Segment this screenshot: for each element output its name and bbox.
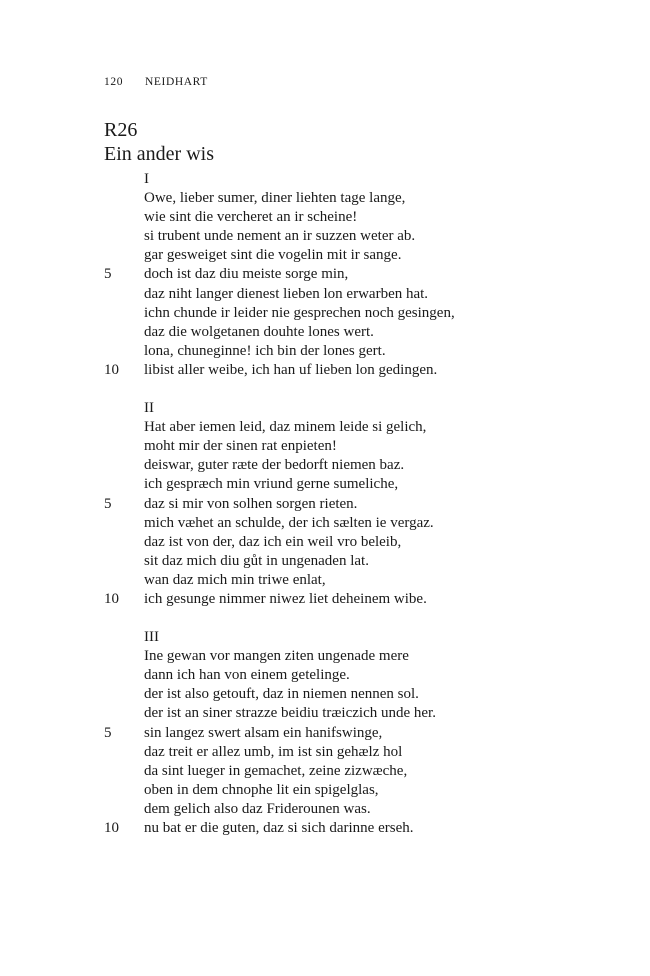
line-number: 10 <box>104 590 119 607</box>
verse-text: da sint lueger in gemachet, zeine zizwæche, <box>144 762 408 779</box>
poem-title: Ein ander wis <box>104 143 214 165</box>
verse-text: wan daz mich min triwe enlat, <box>144 571 326 588</box>
stanza-numeral-text: II <box>144 400 154 417</box>
verse-text: sin langez swert alsam ein hanifswinge, <box>144 724 383 741</box>
verse-text: Hat aber iemen leid, daz minem leide si gelich, <box>144 419 427 436</box>
verse-line <box>0 685 650 704</box>
verse-line <box>0 514 650 533</box>
line-number: 10 <box>104 361 119 378</box>
verse-text: ich gesunge nimmer niwez liet deheinem wibe. <box>144 590 427 607</box>
verse-line <box>0 819 650 838</box>
verse-line <box>0 246 650 265</box>
verse-line <box>0 208 650 227</box>
verse-line <box>0 533 650 552</box>
verse-text: oben in dem chnophe lit ein spigelglas, <box>144 781 379 798</box>
verse-line <box>0 704 650 723</box>
verse-line <box>0 552 650 571</box>
verse-text: daz si mir von solhen sorgen rieten. <box>144 495 358 512</box>
verse-text: der ist an siner strazze beidiu træiczich unde her. <box>144 705 436 722</box>
verse-text: wie sint die vercheret an ir scheine! <box>144 209 358 226</box>
verse-text: ich gespræch min vriund gerne sumeliche, <box>144 476 399 493</box>
verse-line <box>0 285 650 304</box>
stanza-2 <box>0 399 650 609</box>
line-number: 5 <box>104 724 112 741</box>
verse-line <box>0 743 650 762</box>
verse-line <box>0 590 650 609</box>
verse-line <box>0 475 650 494</box>
verse-text: mich væhet an schulde, der ich sælten ie vergaz. <box>144 514 434 531</box>
verse-line <box>0 189 650 208</box>
verse-text: nu bat er die guten, daz si sich darinne erseh. <box>144 820 414 836</box>
verse-text: sit daz mich diu gůt in ungenaden lat. <box>144 552 369 569</box>
verse-text: der ist also getouft, daz in niemen nennen sol. <box>144 686 419 703</box>
verse-text: deiswar, guter ræte der bedorft niemen baz. <box>144 457 405 474</box>
running-title: NEIDHART <box>145 76 208 88</box>
stanza-numeral <box>0 628 650 647</box>
line-number: 5 <box>104 266 112 283</box>
verse-text: moht mir der sinen rat enpieten! <box>144 438 337 455</box>
poem-id: R26 <box>104 119 138 141</box>
stanza-1 <box>0 170 650 380</box>
stanza-3 <box>0 628 650 838</box>
verse-text: daz treit er allez umb, im ist sin gehælz hol <box>144 743 403 760</box>
verse-line <box>0 304 650 323</box>
verse-text: daz ist von der, daz ich ein weil vro beleib, <box>144 533 402 550</box>
verse-text: gar gesweiget sint die vogelin mit ir sange. <box>144 247 402 264</box>
verse-line <box>0 724 650 743</box>
line-number: 10 <box>104 820 119 836</box>
verse-line <box>0 265 650 284</box>
verse-text: doch ist daz diu meiste sorge min, <box>144 266 349 283</box>
verse-line <box>0 781 650 800</box>
stanza-numeral-text: III <box>144 629 159 646</box>
verse-line <box>0 361 650 380</box>
verse-text: daz die wolgetanen douhte lones wert. <box>144 323 374 340</box>
running-head <box>104 76 208 88</box>
verse-line <box>0 647 650 666</box>
stanza-numeral <box>0 399 650 418</box>
verse-text: dann ich han von einem getelinge. <box>144 667 350 684</box>
verse-text: libist aller weibe, ich han uf lieben lon gedingen. <box>144 361 438 378</box>
page-number: 120 <box>104 76 124 88</box>
stanza-numeral-text: I <box>144 171 149 187</box>
poem-body <box>0 170 650 857</box>
verse-line <box>0 495 650 514</box>
line-number: 5 <box>104 495 112 512</box>
verse-line <box>0 323 650 342</box>
verse-text: dem gelich also daz Friderounen was. <box>144 800 371 817</box>
verse-text: Owe, lieber sumer, diner liehten tage lange, <box>144 190 406 207</box>
verse-line <box>0 437 650 456</box>
verse-text: lona, chuneginne! ich bin der lones gert. <box>144 342 386 359</box>
verse-line <box>0 666 650 685</box>
verse-line <box>0 762 650 781</box>
verse-text: daz niht langer dienest lieben lon erwarben hat. <box>144 285 429 302</box>
verse-line <box>0 800 650 819</box>
verse-text: ichn chunde ir leider nie gesprechen noch gesingen, <box>144 304 455 321</box>
stanza-numeral <box>0 170 650 189</box>
verse-line <box>0 456 650 475</box>
verse-line <box>0 342 650 361</box>
verse-text: Ine gewan vor mangen ziten ungenade mere <box>144 648 409 665</box>
verse-text: si trubent unde nement an ir suzzen weter ab. <box>144 228 416 245</box>
verse-line <box>0 571 650 590</box>
verse-line <box>0 227 650 246</box>
verse-line <box>0 418 650 437</box>
